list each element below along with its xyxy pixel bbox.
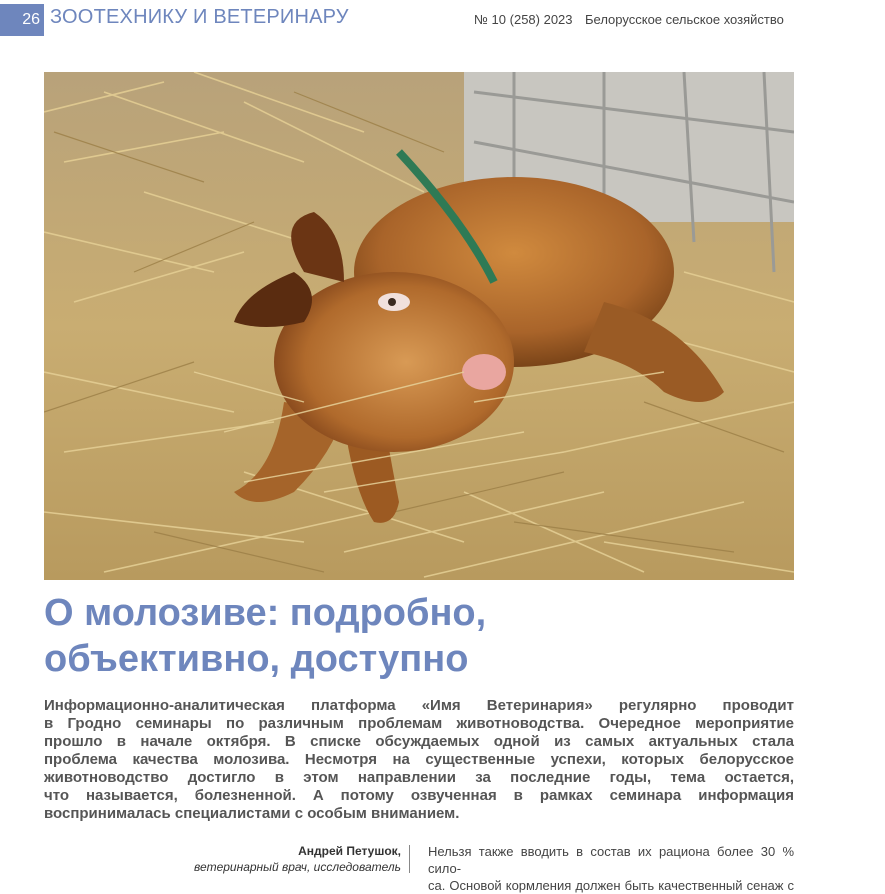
lead-line: в Гродно семинары по различным проблемам животноводства. Очередное мероприятие: [44, 715, 794, 732]
lead-line: проблема качества молозива. Несмотря на существенные успехи, которых белорусское: [44, 751, 794, 768]
lead-line: прошло в начале октября. В списке обсуждаемых одной из самых актуальных стала: [44, 733, 794, 750]
lead-line: животноводство достигло в этом направлении за последние годы, тема остается,: [44, 769, 794, 786]
body-line: са. Основой кормления должен быть качественный сенаж с: [428, 878, 794, 893]
page-header: [0, 0, 885, 40]
issue-number: № 10 (258) 2023: [474, 12, 573, 27]
author-name: Андрей Петушок,: [298, 844, 401, 858]
article-lead: [44, 697, 794, 823]
calf-photo: [44, 72, 794, 580]
lead-line: воспринималась специалистами с особым вниманием.: [44, 805, 460, 822]
article-title-line: О молозиве: подробно,: [44, 592, 487, 634]
body-line: Нельзя также вводить в состав их рациона более 30 % сило-: [428, 844, 794, 876]
newborn-calf-in-straw-photo: [44, 72, 794, 580]
section-title: ЗООТЕХНИКУ И ВЕТЕРИНАРУ: [50, 6, 349, 28]
page-number: 26: [0, 4, 44, 36]
article-title: [44, 590, 804, 682]
byline-divider: [409, 845, 410, 873]
lead-line: что называется, болезненной. А потому озвученная в рамках семинара информация: [44, 787, 794, 804]
article-title-line: объективно, доступно: [44, 638, 469, 680]
article-body: [428, 843, 794, 894]
author-byline: [160, 843, 401, 875]
author-role: ветеринарный врач, исследователь: [194, 860, 401, 874]
lead-line: Информационно-аналитическая платформа «Имя Ветеринария» регулярно проводит: [44, 697, 794, 714]
magazine-name: Белорусское сельское хозяйство: [585, 12, 784, 27]
